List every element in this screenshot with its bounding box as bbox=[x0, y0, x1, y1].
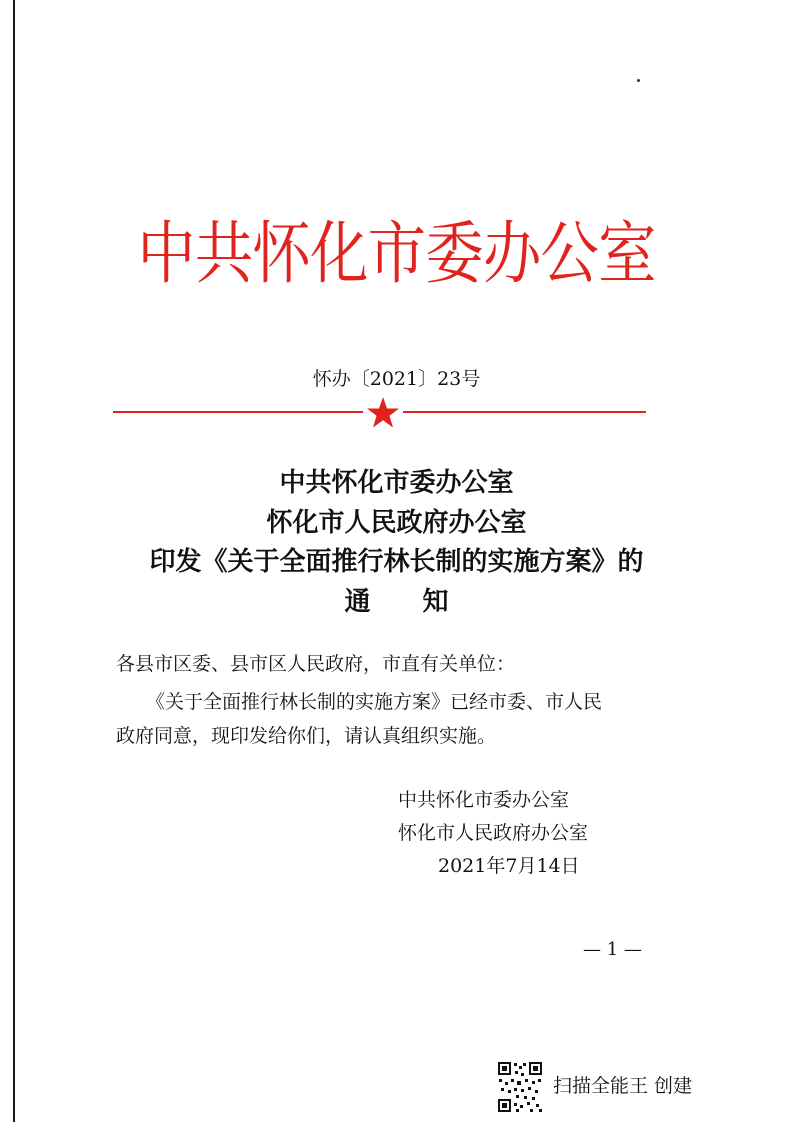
title-char-tong: 通 bbox=[344, 587, 371, 617]
title-char-zhi: 知 bbox=[422, 587, 449, 617]
signature-date: 2021年7月14日 bbox=[438, 855, 580, 877]
title-line-2: 怀化市人民政府办公室 bbox=[266, 508, 527, 538]
signature-org-1: 中共怀化市委办公室 bbox=[398, 789, 570, 811]
red-rule-left bbox=[113, 411, 363, 413]
red-rule-right bbox=[403, 411, 646, 413]
scanner-watermark: 扫描全能王 创建 bbox=[553, 1075, 693, 1097]
qr-code-icon bbox=[497, 1061, 543, 1113]
salutation: 各县市区委、县市区人民政府，市直有关单位： bbox=[116, 653, 516, 675]
page-number: — 1 — bbox=[583, 939, 642, 960]
red-star-icon bbox=[366, 396, 400, 430]
body-paragraph-line-2: 政府同意，现印发给你们，请认真组织实施。 bbox=[116, 725, 497, 747]
title-line-1: 中共怀化市委办公室 bbox=[279, 468, 514, 498]
issuer-title: 中共怀化市委办公室 bbox=[137, 215, 656, 294]
title-line-3: 印发《关于全面推行林长制的实施方案》的 bbox=[149, 547, 644, 577]
signature-org-2: 怀化市人民政府办公室 bbox=[398, 822, 589, 844]
doc-number: 怀办〔2021〕23号 bbox=[312, 368, 481, 390]
title-line-4 bbox=[0, 585, 793, 619]
scan-speck bbox=[637, 79, 640, 82]
body-paragraph-line-1: 《关于全面推行林长制的实施方案》已经市委、市人民 bbox=[146, 691, 603, 713]
